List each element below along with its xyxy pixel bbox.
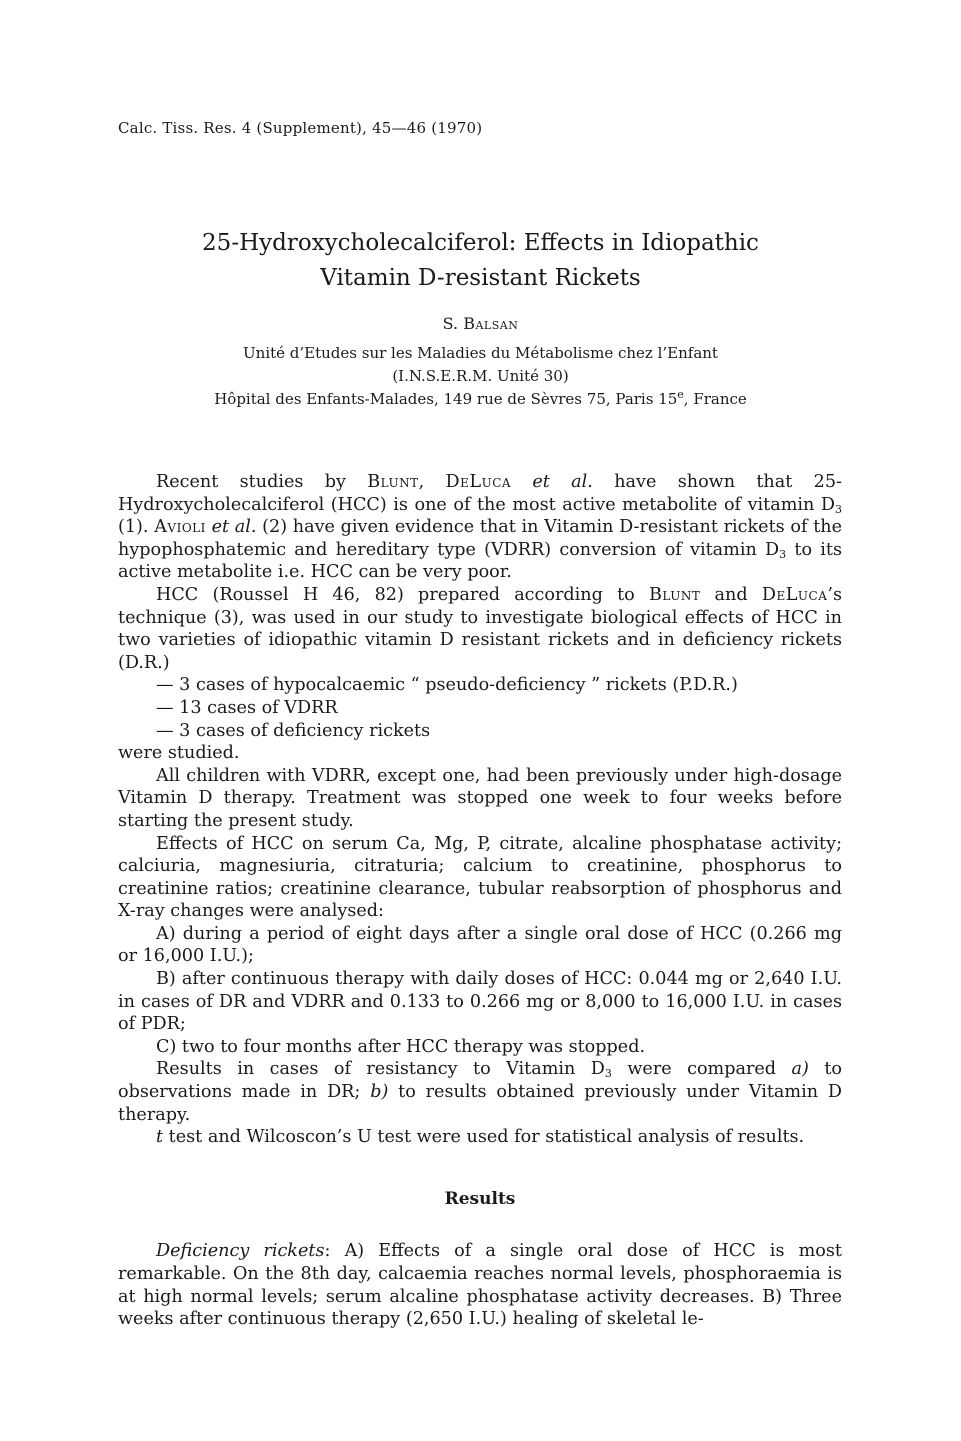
paragraph-studied: were studied. — [118, 743, 240, 764]
affiliation-line-2: (I.N.S.E.R.M. Unité 30) — [392, 367, 569, 385]
journal-reference: Calc. Tiss. Res. 4 (Supplement), 45—46 (1970) — [118, 119, 483, 137]
paragraph-effects: Effects of HCC on serum Ca, Mg, P, citrate, alcaline phosphatase activity; calciuria, magnesiuria, citraturia; calcium to creatinine, phosphorus to creatinine ratios; creatinine clearance, tubular reabsorption of phosphorus and X-ray changes were analysed: — [118, 833, 842, 922]
affiliation-line-1: Unité d’Etudes sur les Maladies du Métabolisme chez l’Enfant — [243, 344, 718, 362]
paragraph-item-c: C) two to four months after HCC therapy was stopped. — [156, 1036, 646, 1057]
author — [0, 314, 961, 333]
author-ref-blunt: Blunt — [367, 472, 419, 492]
author-ref-deluca: DeLuca — [445, 472, 512, 492]
paper-title — [0, 226, 961, 296]
paragraph-item-b: B) after continuous therapy with daily doses of HCC: 0.044 mg or 2,640 I.U. in cases of DR and VDRR and 0.133 to 0.266 mg or 8,000 to 16,000 I.U. in cases of PDR; — [118, 969, 842, 1035]
author-surname: Balsan — [463, 314, 519, 333]
paragraph-intro: Recent studies by Blunt, DeLuca et al. have shown that 25-Hydroxycholecalciferol (HCC) is one of the most active metabolite of vitamin $D_3$ (1). Avioli et al. (2) have given evidence that in Vitamin D-resistant rickets of the hypophosphatemic and hereditary type (VDRR) conversion of vitamin $D_3$ to its active metabolite i.e. HCC can be very poor. — [118, 472, 843, 583]
author-initial: S. — [442, 314, 464, 333]
address-text: Hôpital des Enfants-Malades, 149 rue de Sèvres 75, Paris 15 — [214, 390, 678, 408]
title-line-1: 25-Hydroxycholecalciferol: Effects in Idiopathic — [202, 230, 759, 256]
author-ref-avioli: Avioli — [154, 517, 206, 538]
list-item: — 3 cases of deficiency rickets — [156, 720, 431, 741]
paragraph-children: All children with VDRR, except one, had been previously under high-dosage Vitamin D therapy. Treatment was stopped one week to four weeks before starting the present study. — [118, 765, 842, 831]
paragraph-methods: HCC (Roussel H 46, 82) prepared according to Blunt and DeLuca’s technique (3), was used in our study to investigate biological effects of HCC in two varieties of idiopathic vitamin D resistant rickets and in deficiency rickets (D.R.) — [118, 584, 842, 673]
arrondissement-superscript: e — [677, 388, 684, 401]
article-body — [118, 471, 842, 1331]
list-item: — 3 cases of hypocalcaemic “ pseudo-deficiency ” rickets (P.D.R.) — [156, 675, 738, 696]
paragraph-comparison: Results in cases of resistancy to Vitamin $D_3$ were compared a) to observations made in DR; b) to results obtained previously under Vitamin D therapy. — [118, 1059, 842, 1125]
paragraph-item-a: A) during a period of eight days after a single oral dose of HCC (0.266 mg or 16,000 I.U.); — [118, 923, 842, 967]
results-heading: Results — [444, 1188, 516, 1209]
title-line-2: Vitamin D-resistant Rickets — [320, 265, 641, 291]
paragraph-statistics: t test and Wilcoscon’s U test were used for statistical analysis of results. — [156, 1127, 805, 1148]
subsection-label: Deficiency rickets — [156, 1241, 325, 1262]
country-text: , France — [683, 390, 747, 408]
affiliation — [0, 342, 961, 411]
list-item: — 13 cases of VDRR — [156, 697, 338, 718]
paragraph-results: Deficiency rickets: A) Effects of a single oral dose of HCC is most remarkable. On the 8th day, calcaemia reaches normal levels, phosphoraemia is at high normal levels; serum alcaline phosphatase activity decreases. B) Three weeks after continuous therapy (2,650 I.U.) healing of skeletal le- — [118, 1241, 842, 1330]
affiliation-line-3 — [0, 388, 961, 411]
